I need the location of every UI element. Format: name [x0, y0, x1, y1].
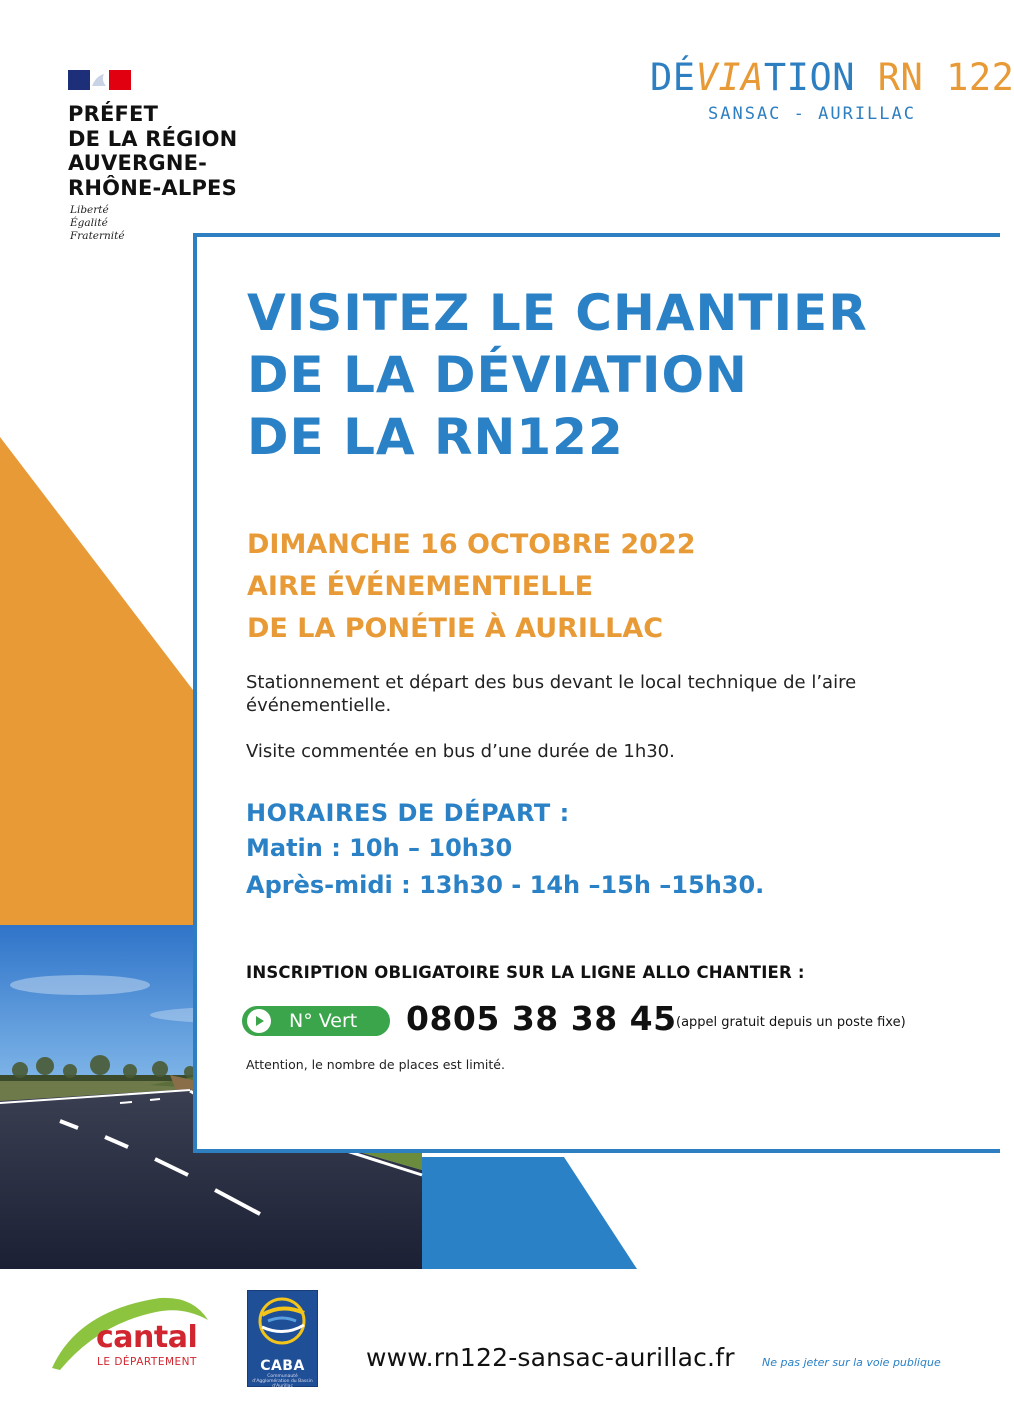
marianne-flag-icon — [68, 70, 131, 90]
registration-notice: INSCRIPTION OBLIGATOIRE SUR LA LIGNE ALLO CHANTIER : — [246, 963, 805, 982]
headline-line: DE LA RN122 — [247, 408, 624, 466]
caba-emblem-icon — [248, 1291, 317, 1353]
cantal-logo-subtitle: LE DÉPARTEMENT — [97, 1356, 197, 1368]
phone-note: (appel gratuit depuis un poste fixe) — [676, 1015, 906, 1030]
website-link[interactable]: www.rn122-sansac-aurillac.fr — [366, 1343, 735, 1372]
event-info — [247, 524, 696, 650]
devise-line: Fraternité — [70, 230, 125, 242]
parking-info: Stationnement et départ des bus devant le local technique de l’aire événementielle. — [246, 672, 857, 716]
deviation-logo-title — [650, 56, 1014, 99]
devise — [70, 204, 125, 243]
logo-rn: RN 122 — [877, 56, 1014, 99]
phone-number[interactable]: 0805 38 38 45 — [406, 999, 677, 1038]
devise-line: Liberté — [70, 204, 109, 216]
caba-logo-text: CABA — [260, 1358, 305, 1374]
deviation-logo-subtitle: SANSAC - AURILLAC — [708, 104, 916, 124]
deviation-logo — [650, 56, 1014, 124]
prefet-line: AUVERGNE- — [68, 151, 208, 175]
orange-triangle — [0, 437, 193, 925]
morning-times: Matin : 10h – 10h30 — [246, 834, 513, 862]
do-not-litter-notice: Ne pas jeter sur la voie publique — [762, 1356, 941, 1369]
cantal-logo-text: cantal — [96, 1320, 198, 1355]
devise-line: Égalité — [70, 217, 108, 229]
logo-via: VIA — [695, 56, 764, 99]
headline-line: DE LA DÉVIATION — [247, 346, 748, 404]
visit-info: Visite commentée en bus d’une durée de 1h30. — [246, 741, 675, 762]
logo-part: TION — [763, 56, 855, 99]
logo-part: DÉ — [650, 56, 696, 99]
attention-note: Attention, le nombre de places est limité. — [246, 1057, 505, 1072]
event-date: DIMANCHE 16 OCTOBRE 2022 — [247, 529, 696, 560]
departure-times — [246, 796, 764, 904]
caba-logo-subtitle: Communauté d'Agglomération du Bassin d'Aurillac — [252, 1374, 313, 1389]
prefet-title — [68, 102, 237, 200]
numero-vert-badge — [242, 1006, 390, 1036]
prefet-line: RHÔNE-ALPES — [68, 175, 237, 200]
event-place: AIRE ÉVÉNEMENTIELLE — [247, 571, 594, 602]
headline — [247, 282, 868, 468]
numero-vert-label: N° Vert — [289, 1010, 358, 1032]
afternoon-times: Après-midi : 13h30 - 14h –15h –15h30. — [246, 871, 765, 899]
prefet-line: DE LA RÉGION — [68, 126, 238, 151]
prefet-line: PRÉFET — [68, 102, 159, 126]
headline-line: VISITEZ LE CHANTIER — [247, 284, 868, 342]
blue-triangle — [422, 1157, 637, 1269]
event-place: DE LA PONÉTIE À AURILLAC — [247, 613, 664, 644]
departure-times-title: HORAIRES DE DÉPART : — [246, 799, 570, 827]
play-icon — [247, 1009, 271, 1033]
